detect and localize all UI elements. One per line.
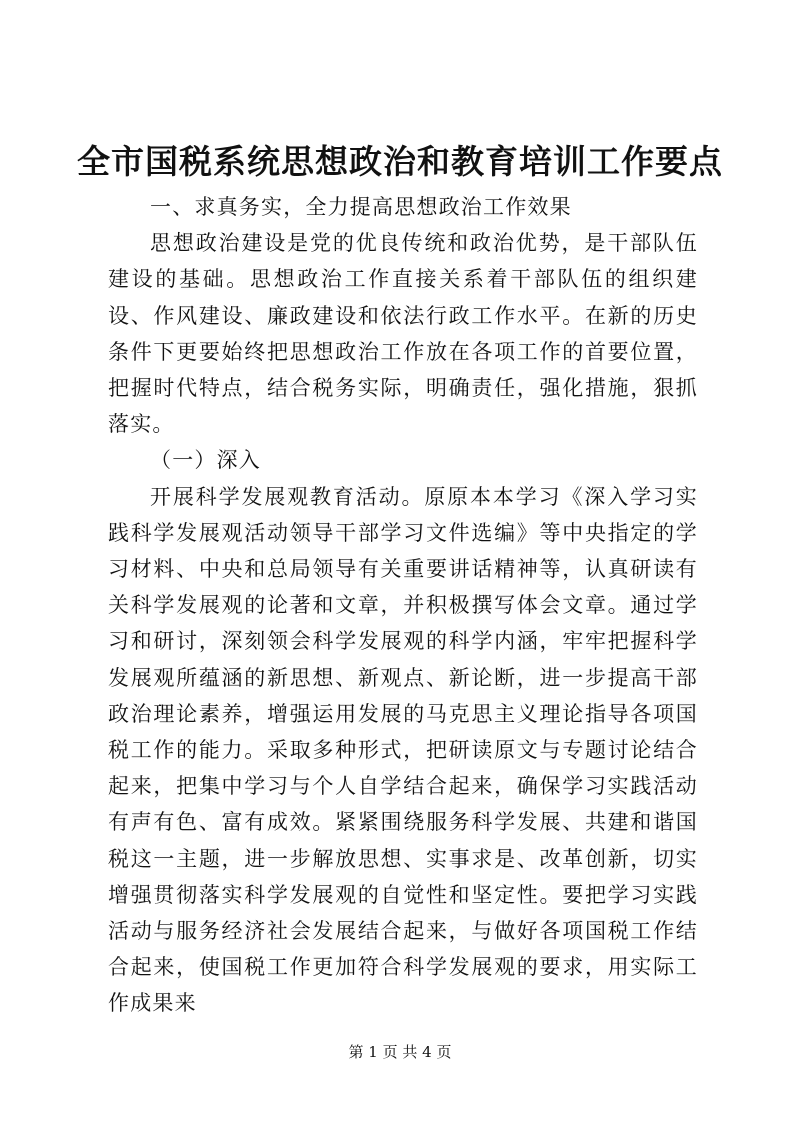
body-paragraph: 开展科学发展观教育活动。原原本本学习《深入学习实践科学发展观活动领导干部学习文件选编》等中央指定的学习材料、中央和总局领导有关重要讲话精神等，认真研读有关科学发展观的论著和文章，并积极撰写体会文章。通过学习和研讨，深刻领会科学发展观的科学内涵，牢牢把握科学发展观所蕴涵的新思想、新观点、新论断，进一步提高干部政治理论素养，增强运用发展的马克思主义理论指导各项国税工作的能力。采取多种形式，把研读原文与专题讨论结合起来，把集中学习与个人自学结合起来，确保学习实践活动有声有色、富有成效。紧紧围绕服务科学发展、共建和谐国税这一主题，进一步解放思想、实事求是、改革创新，切实增强贯彻落实科学发展观的自觉性和坚定性。要把学习实践活动与服务经济社会发展结合起来，与做好各项国税工作结合起来，使国税工作更加符合科学发展观的要求，用实际工作成果来	[108, 484, 698, 1016]
section-heading: 一、求真务实，全力提高思想政治工作效果	[150, 195, 572, 219]
subsection-heading: （一）深入	[150, 448, 261, 473]
page-number-footer: 第 1 页 共 4 页	[348, 1043, 452, 1061]
document-body	[108, 189, 698, 1022]
document-title: 全市国税系统思想政治和教育培训工作要点	[77, 142, 723, 181]
body-paragraph: 思想政治建设是党的优良传统和政治优势，是干部队伍建设的基础。思想政治工作直接关系着干部队伍的组织建设、作风建设、廉政建设和依法行政工作水平。在新的历史条件下更要始终把思想政治工作放在各项工作的首要位置，把握时代特点，结合税务实际，明确责任，强化措施，狠抓落实。	[108, 231, 698, 437]
